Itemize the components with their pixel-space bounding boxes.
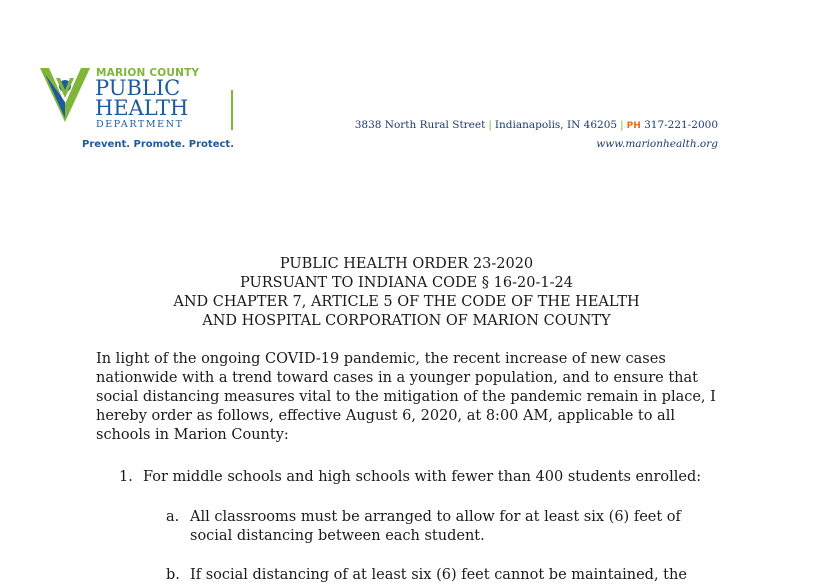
sub-item-a xyxy=(166,508,681,546)
order-title-line: PURSUANT TO INDIANA CODE § 16-20-1-24 xyxy=(240,275,573,291)
intro-line: social distancing measures vital to the mitigation of the pandemic remain in place, I xyxy=(96,389,716,405)
street-address: 3838 North Rural Street xyxy=(354,119,486,131)
org-name-line3: HEALTH xyxy=(95,96,189,120)
order-title-line: AND HOSPITAL CORPORATION OF MARION COUNTY xyxy=(202,313,611,329)
order-title-line: PUBLIC HEALTH ORDER 23-2020 xyxy=(279,256,534,272)
org-name-line2: PUBLIC xyxy=(95,76,181,100)
tagline: Prevent. Promote. Protect. xyxy=(82,139,234,150)
sub-item-text: All classrooms must be arranged to allow for at least six (6) feet of xyxy=(190,509,681,525)
sub-item-text-cont: social distancing between each student. xyxy=(190,528,485,544)
org-name-main xyxy=(95,78,188,118)
city-state-zip: Indianapolis, IN 46205 xyxy=(494,119,618,131)
address-line xyxy=(355,119,718,131)
list-item-text: For middle schools and high schools with fewer than 400 students enrolled: xyxy=(143,469,702,485)
letterhead-divider xyxy=(231,90,233,130)
intro-paragraph xyxy=(96,350,736,445)
separator-1: | xyxy=(488,119,492,131)
phone-label: PH xyxy=(626,121,641,131)
list-item-1 xyxy=(119,468,701,487)
order-title-line: AND CHAPTER 7, ARTICLE 5 OF THE CODE OF THE HEALTH xyxy=(173,294,640,310)
sub-item-letter: a. xyxy=(166,509,180,525)
separator-2: | xyxy=(620,119,624,131)
phone-number: 317-221-2000 xyxy=(644,119,718,131)
org-name-line4: DEPARTMENT xyxy=(96,119,184,130)
sub-item-b xyxy=(166,566,687,585)
order-title xyxy=(0,255,813,331)
intro-line: In light of the ongoing COVID-19 pandemic, the recent increase of new cases xyxy=(96,351,666,367)
list-item-number: 1. xyxy=(119,469,133,485)
intro-line: nationwide with a trend toward cases in a younger population, and to ensure that xyxy=(96,370,698,386)
department-logo xyxy=(38,64,234,154)
org-name-line1: MARION COUNTY xyxy=(96,67,200,79)
intro-line: hereby order as follows, effective August 6, 2020, at 8:00 AM, applicable to all xyxy=(96,408,675,424)
website-link[interactable]: www.marionhealth.org xyxy=(596,138,718,150)
sub-item-text: If social distancing of at least six (6) feet cannot be maintained, the xyxy=(190,567,687,583)
sub-item-letter: b. xyxy=(166,567,180,583)
logo-v-person-icon xyxy=(38,64,92,126)
intro-line: schools in Marion County: xyxy=(96,427,289,443)
